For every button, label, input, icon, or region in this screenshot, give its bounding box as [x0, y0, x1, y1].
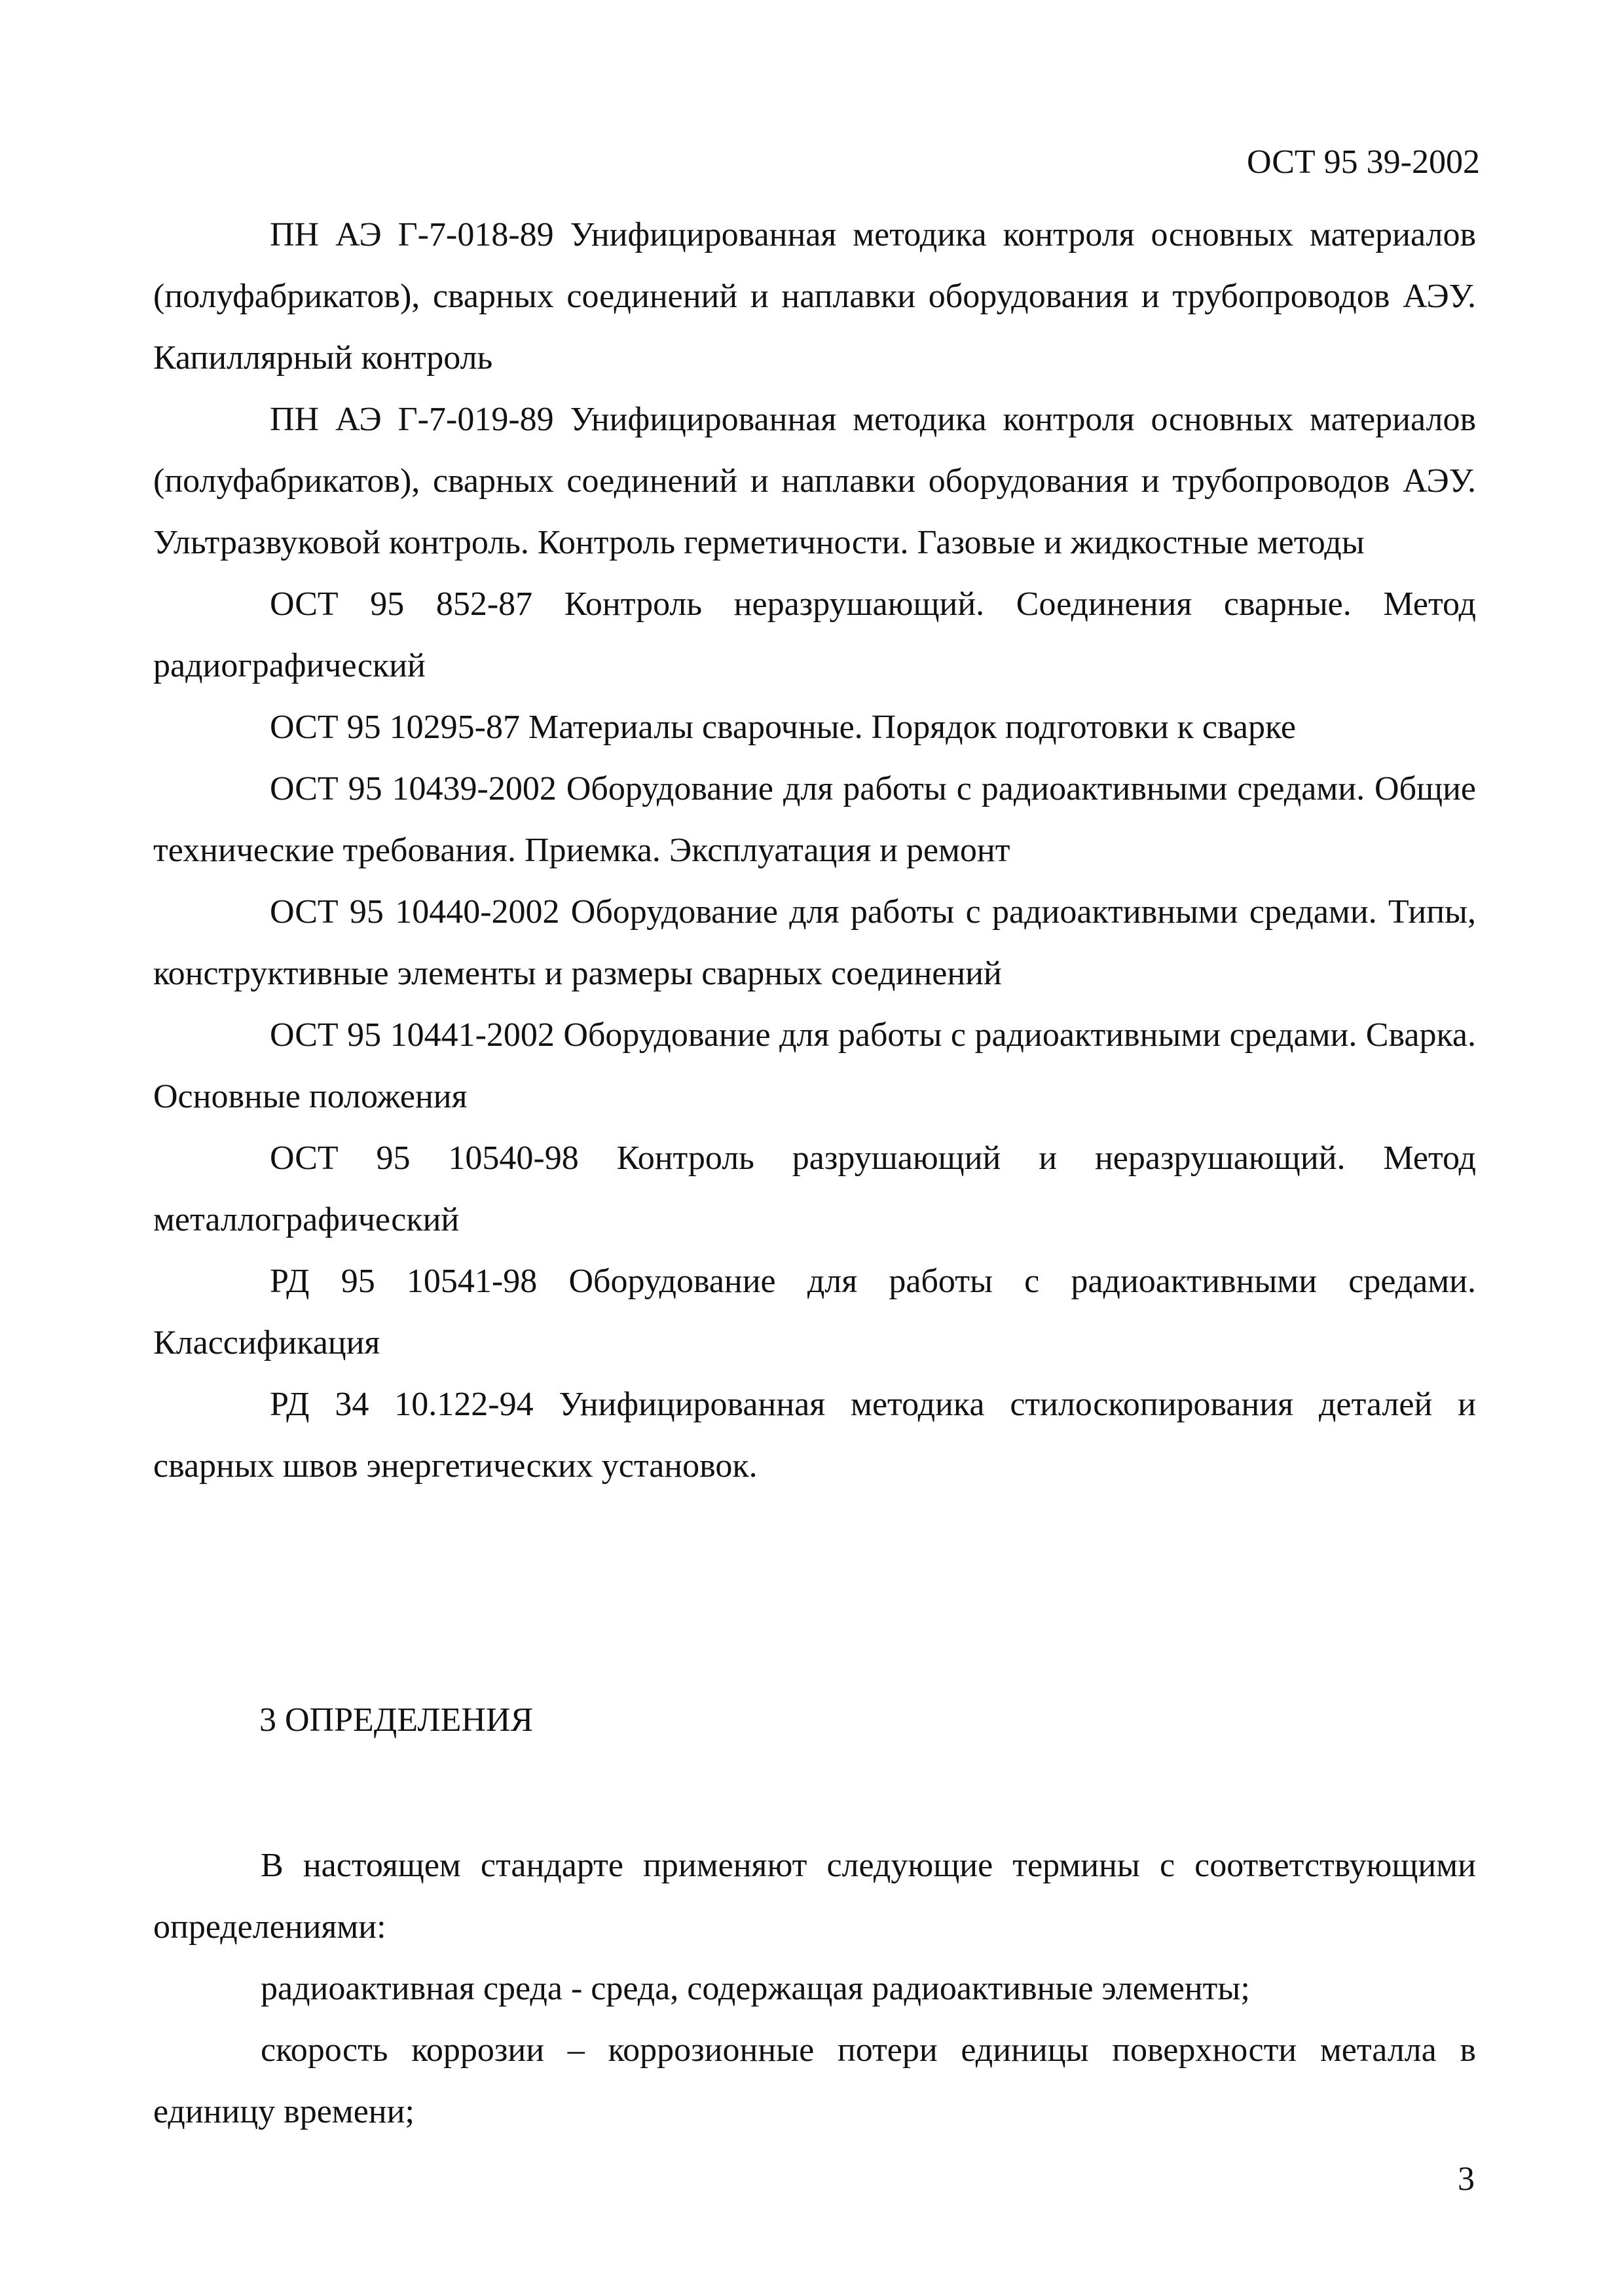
reference-item: РД 95 10541-98 Оборудование для работы с радиоактивными средами. Классификация: [153, 1263, 1476, 1361]
reference-item: РД 34 10.122-94 Унифицированная методика стилоскопирования деталей и сварных швов энергетических установок.: [153, 1386, 1476, 1485]
term-definition: скорость коррозии – коррозионные потери единицы поверхности металла в единицу времени;: [153, 2031, 1476, 2130]
page-number: 3: [1458, 2160, 1475, 2198]
reference-item: ОСТ 95 852-87 Контроль неразрушающий. Соединения сварные. Метод радиографический: [153, 585, 1476, 684]
reference-item: ПН АЭ Г-7-018-89 Унифицированная методика контроля основных материалов (полуфабрикатов), сварных соединений и наплавки оборудования и трубопроводов АЭУ. Капиллярный контроль: [153, 216, 1476, 377]
section-heading: 3 ОПРЕДЕЛЕНИЯ: [259, 1701, 534, 1739]
section-intro: В настоящем стандарте применяют следующие термины с соответствующими определениями:: [153, 1847, 1476, 1946]
reference-item: ОСТ 95 10441-2002 Оборудование для работы с радиоактивными средами. Сварка. Основные положения: [153, 1016, 1476, 1115]
reference-item: ОСТ 95 10540-98 Контроль разрушающий и неразрушающий. Метод металлографический: [153, 1139, 1476, 1238]
reference-item: ПН АЭ Г-7-019-89 Унифицированная методика контроля основных материалов (полуфабрикатов), сварных соединений и наплавки оборудования и трубопроводов АЭУ. Ультразвуковой контроль. Контроль герметичности. Газовые и жидкостные методы: [153, 401, 1476, 561]
document-code: ОСТ 95 39-2002: [1247, 143, 1480, 181]
reference-item: ОСТ 95 10295-87 Материалы сварочные. Порядок подготовки к сварке: [270, 709, 1297, 746]
reference-item: ОСТ 95 10439-2002 Оборудование для работы с радиоактивными средами. Общие технические требования. Приемка. Эксплуатация и ремонт: [153, 770, 1476, 869]
reference-item: ОСТ 95 10440-2002 Оборудование для работы с радиоактивными средами. Типы, конструктивные элементы и размеры сварных соединений: [153, 893, 1476, 992]
term-definition: радиоактивная среда - среда, содержащая радиоактивные элементы;: [261, 1970, 1250, 2007]
page-content: [153, 204, 1476, 2143]
